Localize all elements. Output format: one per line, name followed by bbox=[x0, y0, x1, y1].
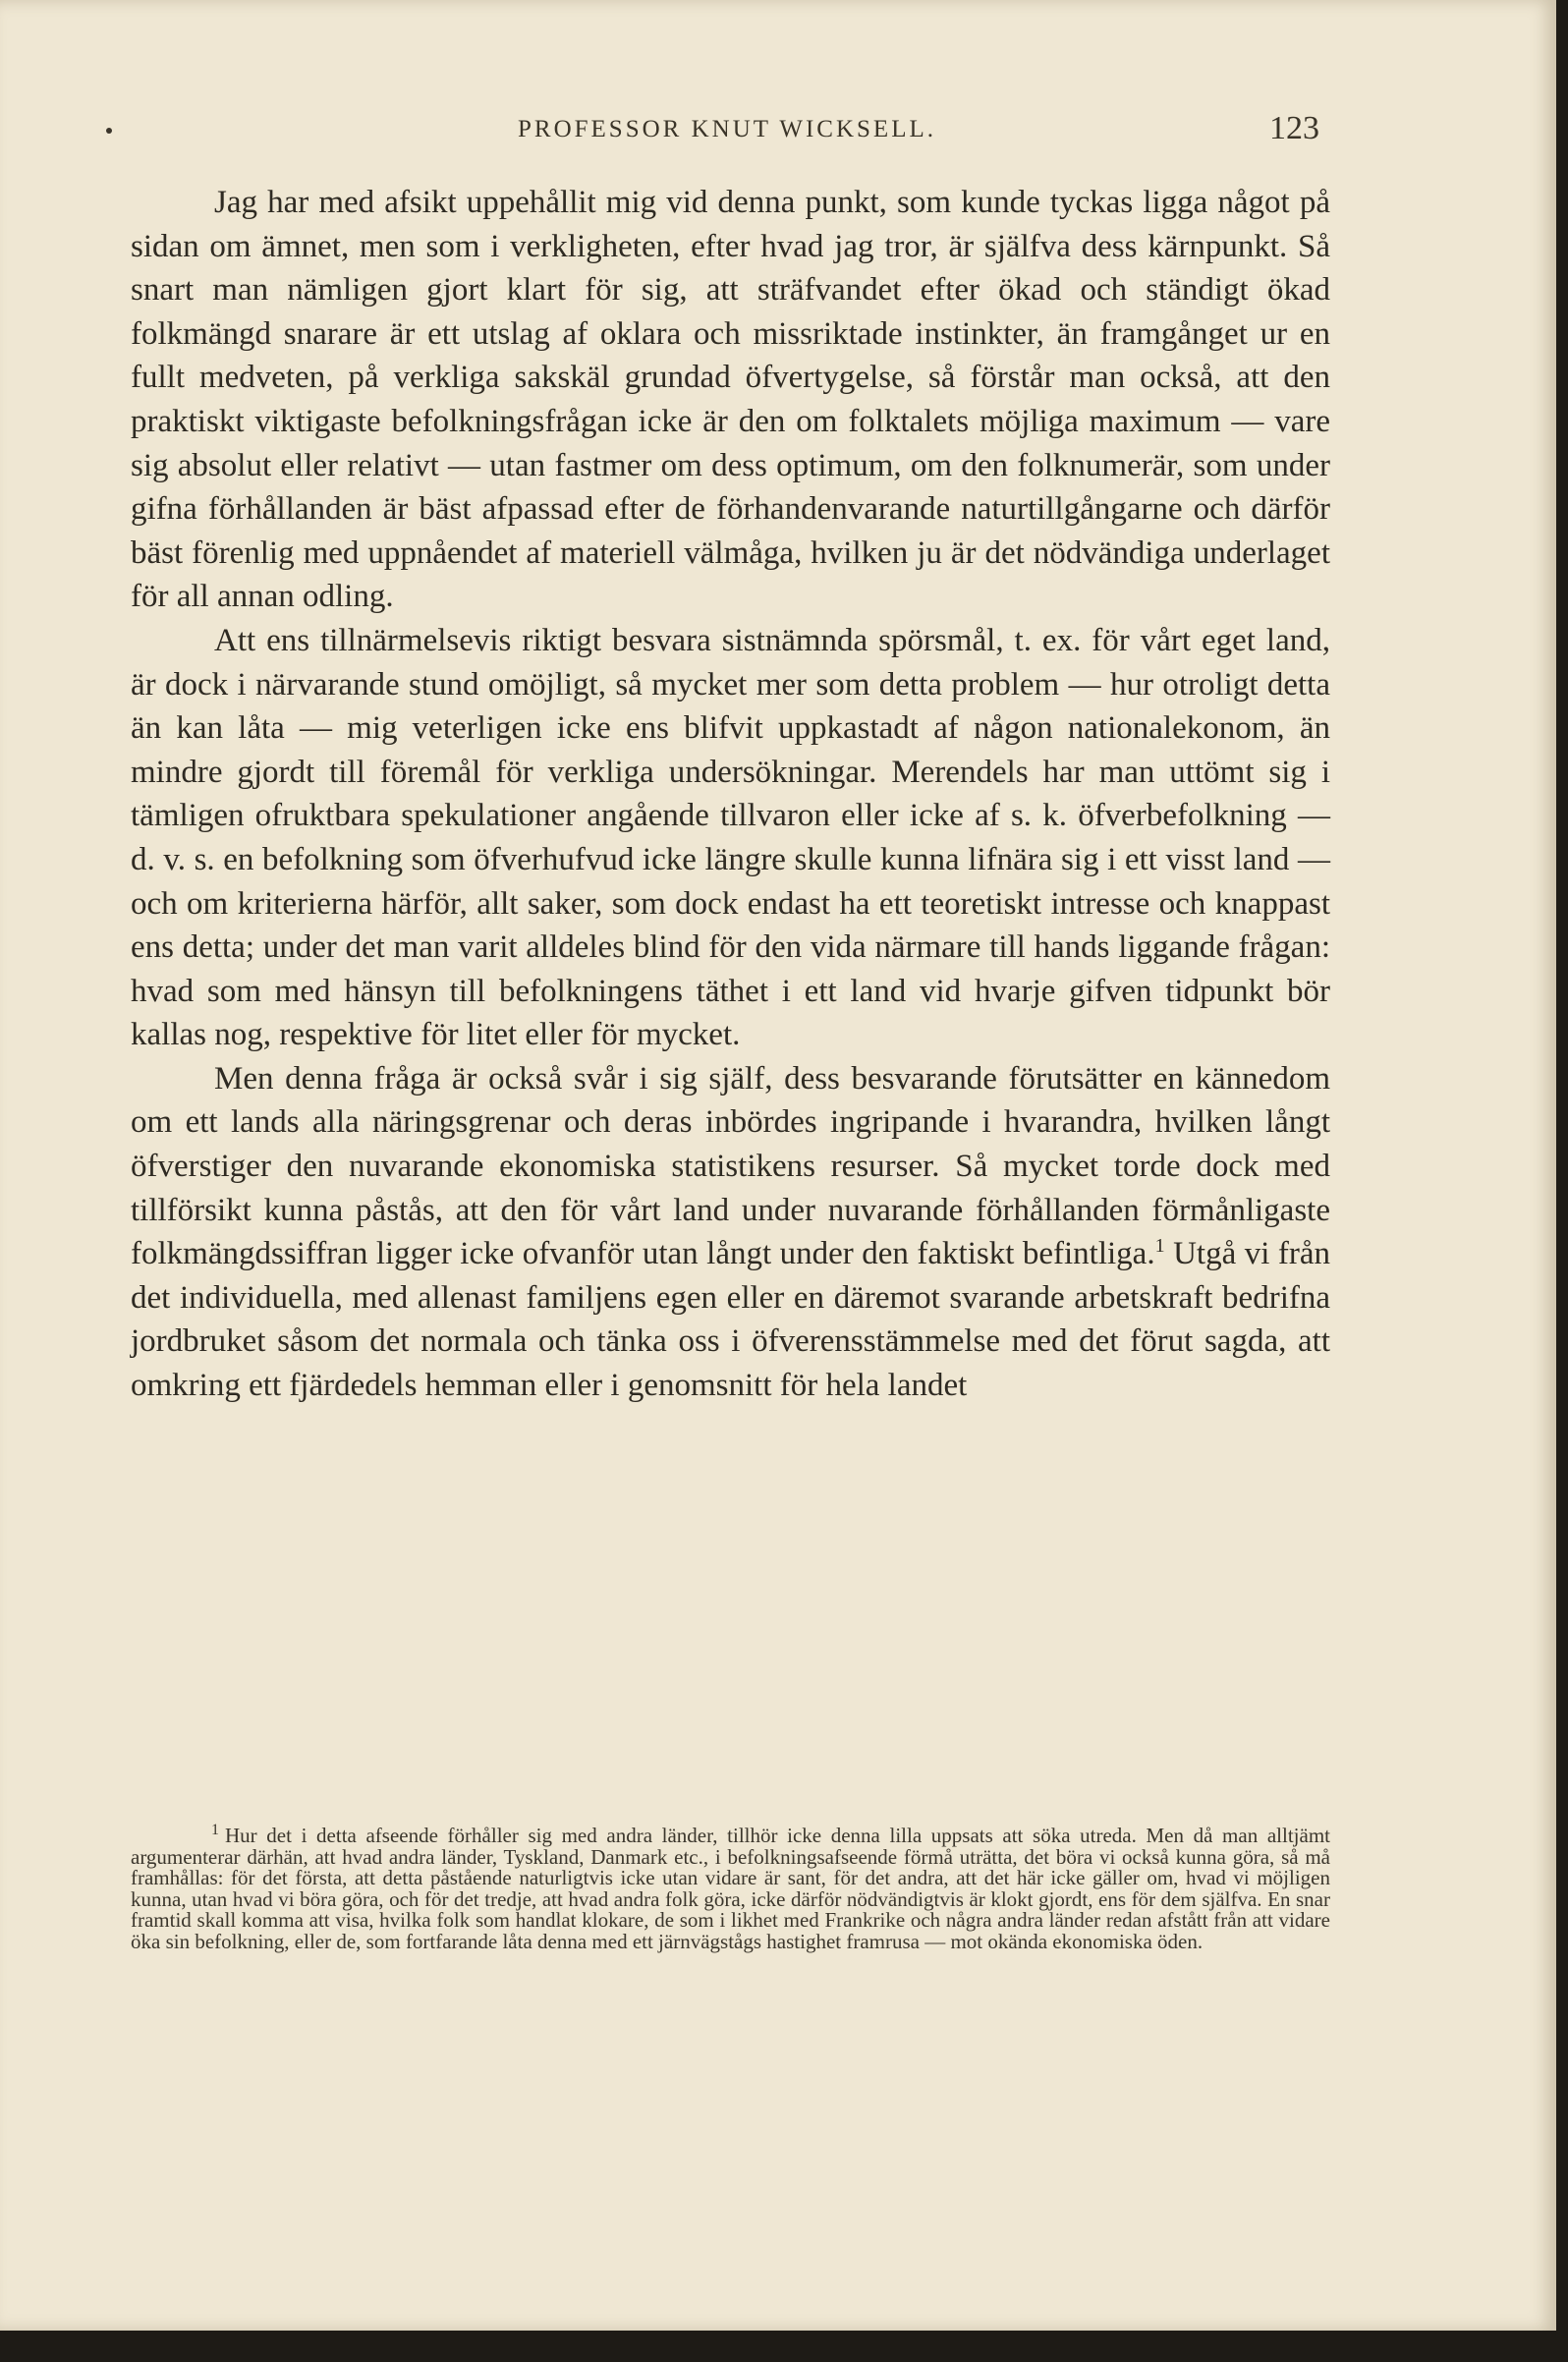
footnote-paragraph bbox=[131, 1822, 1330, 1953]
paragraph bbox=[131, 1057, 1330, 1408]
paragraph: Att ens tillnärmelsevis riktigt besvara sistnämnda spörsmål, t. ex. för vårt eget land, är dock i närvarande stund omöjligt, så mycket mer som detta problem — hur otroligt detta än kan låta — mig veterligen icke ens blifvit uppkastadt af någon nationalekonom, än mindre gjordt till föremål för verkliga undersökningar. Merendels har man uttömt sig i tämligen ofruktbara spekulationer angående tillvaron eller icke af s. k. öfverbefolkning — d. v. s. en befolkning som öfverhufvud icke längre skulle kunna lifnära sig i ett visst land — och om kriterierna härför, allt saker, som dock endast ha ett teoretiskt intresse och knappast ens detta; under det man varit alldeles blind för den vida närmare till hands liggande frågan: hvad som med hänsyn till befolkningens täthet i ett land vid hvarje gifven tidpunkt bör kallas nog, respektive för litet eller för mycket. bbox=[131, 622, 1330, 1053]
footnote-mark: 1 bbox=[211, 1822, 219, 1838]
running-title: PROFESSOR KNUT WICKSELL. bbox=[518, 116, 936, 142]
footnote bbox=[131, 1822, 1330, 1953]
page-header bbox=[0, 110, 1556, 149]
footnote-reference: 1 bbox=[1154, 1235, 1165, 1258]
page-number: 123 bbox=[1269, 110, 1319, 146]
paragraph-text: Men denna fråga är också svår i sig själf, dess besvarande förutsätter en kännedom om ett lands alla näringsgrenar och deras inbördes ingripande i hvarandra, hvilken långt öfverstiger den nuvarande ekonomiska statistikens resurser. Så mycket torde dock med tillförsikt kunna påstås, att den för vårt land under nuvarande förhållanden förmånligaste folkmängdssiffran ligger icke ofvanför utan långt under den faktiskt befintliga. bbox=[131, 1060, 1330, 1272]
paragraph-text-continued: Utgå vi från det individuella, med allenast familjens egen eller en däremot svarande arbetskraft bedrifna jordbruket såsom det normala och tänka oss i öfverensstämmelse med det förut sagda, att omkring ett fjärdedels hemman eller i genomsnitt för hela landet bbox=[131, 1236, 1330, 1404]
body-text bbox=[131, 181, 1330, 1408]
paragraph: Jag har med afsikt uppehållit mig vid denna punkt, som kunde tyckas ligga något på sidan om ämnet, men som i verkligheten, efter hvad jag tror, är själfva dess kärnpunkt. Så snart man nämligen gjort klart för sig, att sträfvandet efter ökad och ständigt ökad folkmängd snarare är ett utslag af oklara och missriktade instinkter, än framgånget ur en fullt medveten, på verkliga sakskäl grundad öfvertygelse, så förstår man också, att den praktiskt viktigaste befolkningsfrågan icke är den om folktalets möjliga maximum — vare sig absolut eller relativt — utan fastmer om dess optimum, om den folknumerär, som under gifna förhållanden är bäst afpassad efter de förhandenvarande naturtillgångarne och därför bäst förenlig med uppnåendet af materiell välmåga, hvilken ju är det nödvändiga underlaget för all annan odling. bbox=[131, 185, 1330, 615]
footnote-text: Hur det i detta afseende förhåller sig med andra länder, tillhör icke denna lilla uppsats att söka utreda. Men då man alltjämt argumenterar därhän, att hvad andra länder, Tyskland, Danmark etc., i befolkningsafseende förmå uträtta, det böra vi också kunna göra, så må framhållas: för det första, att detta påstående naturligtvis icke utan vidare är sant, för det andra, att det här icke gäller om, hvad vi möjligen kunna, utan hvad vi böra göra, och för det tredje, att hvad andra folk göra, icke därför nödvändigtvis är klokt gjordt, ens för dem själfva. En snar framtid skall komma att visa, hvilka folk som handlat klokare, de som i likhet med Frankrike och några andra länder redan afstått från att vidare öka sin befolkning, eller de, som fortfarande låta denna med ett järnvägstågs hastighet framrusa — mot okända ekonomiska öden. bbox=[131, 1824, 1330, 1953]
